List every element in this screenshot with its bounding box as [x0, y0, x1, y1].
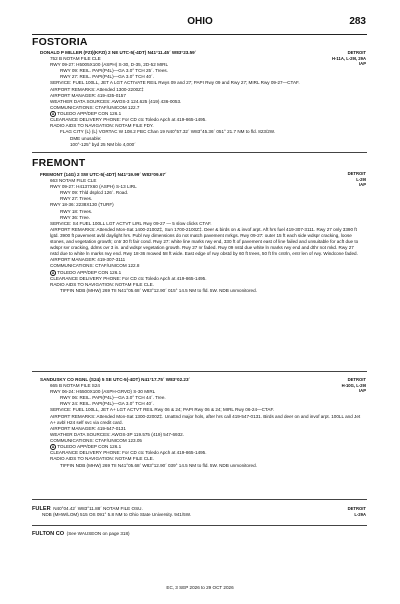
- runway-line: RWY 06-24: H5500X100 (ASPH-GRVD) S-30 MIRL: [50, 389, 156, 395]
- airport-manager-line: AIRPORT MANAGER: 419-307-3111: [50, 257, 126, 263]
- page-state-title: OHIO: [187, 16, 213, 27]
- airport-entry-donald-p-miller: [40, 50, 366, 148]
- service-line: SERVICE: S4 FUEL 100LL LGT ACTVT LIRL Rwy 09-27 — 5 slow clicks CTAF.: [50, 220, 212, 226]
- cross-reference-note: (See WAUSEON on page 318): [66, 531, 130, 536]
- cross-reference-name: FULTON CO: [32, 531, 65, 537]
- airport-name-line: SANDUSKY CO RGNL (S24) 5 SE UTC-5(-4DT) N41°17.75´ W83°02.23´: [40, 377, 191, 382]
- fix-entry-fuler: [32, 506, 366, 518]
- chart-ref: IAP: [359, 388, 366, 394]
- effective-dates-footer: EC, 3 SEP 2026 to 29 OCT 2026: [166, 585, 234, 590]
- runway-end-line: RWY 24: REIL. PAPI(P4L)—GA 3.0° TCH 40´.: [60, 401, 154, 407]
- service-line: SERVICE: FUEL 100LL, JET A LGT ACTIVATE REIL Rwys 09 and 27; PAPI Rwy 09 and Rwy 27; MIRL Rwy 09-27—CTAF.: [50, 80, 300, 86]
- elevation-line: 665 B NOTAM FILE S24: [50, 383, 100, 389]
- cross-reference-fulton-co: [32, 531, 366, 537]
- clearance-line: CLEARANCE DELIVERY PHONE: For CD ctc Toledo Apch at 419-865-1495.: [50, 117, 207, 123]
- runway-end-line: RWY 09: REIL. PAPI(P4L)—GA 3.0° TCH 25´. Trees.: [60, 68, 168, 74]
- navaid-header-line: RADIO AIDS TO NAVIGATION: NOTAM FILE FDY.: [50, 123, 154, 129]
- airport-manager-line: AIRPORT MANAGER: 419-547-0131: [50, 425, 126, 431]
- fulton-line: [32, 531, 366, 537]
- airport-remarks-paragraph: AIRPORT REMARKS: Attended Mon-Sat 1300-2200Z‡. Unattnd major hols, after hrs call 419-547-0131. Birds and deer on and invof arpt. 100LL and Jet A+ avbl H24 self svc via credit card.: [50, 413, 361, 425]
- chart-ref: DETROIT: [347, 377, 366, 382]
- runway-end-line: RWY 27: REIL. PAPI(P4L)—GA 3.0° TCH 40´.: [60, 74, 154, 80]
- navaid-header-line: RADIO AIDS TO NAVIGATION: NOTAM FILE CLE.: [50, 281, 154, 287]
- elevation-line: 663 NOTAM FILE CLE: [50, 178, 97, 184]
- chart-ref: DETROIT: [347, 506, 366, 511]
- arrival-departure-icon: A: [51, 445, 55, 450]
- section-rule: [32, 525, 367, 526]
- clearance-line: CLEARANCE DELIVERY PHONE: For CD ctc Toledo Apch at 419-865-1495.: [50, 275, 207, 281]
- header-rule: [32, 34, 367, 35]
- weather-line: WEATHER DATA SOURCES: AWOS-3 124.625 (419) 436-0053.: [50, 98, 182, 104]
- elevation-line: 752 B NOTAM FILE CLE: [50, 56, 101, 62]
- approach-text: TOLEDO APP/DEP CON 126.1: [57, 111, 122, 117]
- city-heading-fremont: FREMONT: [32, 157, 86, 169]
- airport-manager-line: AIRPORT MANAGER: 419-435-0157: [50, 92, 126, 98]
- navaid-line: FLAG CITY (L) (L) VORTAC W 108.2 FBC Chan 19 N40°57.32´ W83°45.36´ 051° 21.7 NM to fld. 823/2W.: [60, 129, 276, 135]
- airport-name-line: DONALD P MILLER (FZI)(KFZI) 2 NE UTC-5(-4DT) N41°11.45´ W83°23.59´: [40, 50, 197, 55]
- arrival-departure-icon: A: [51, 270, 55, 275]
- section-rule: [32, 371, 367, 372]
- runway-end-line: RWY 18: Trees.: [60, 208, 93, 214]
- chart-ref: IAP: [359, 61, 366, 67]
- approach-text: TOLEDO APP/DEP CON 126.1: [57, 269, 122, 275]
- chart-ref: DETROIT: [347, 50, 366, 55]
- chart-ref: DETROIT: [347, 171, 366, 176]
- chart-ref: H-10G, L-29I: [341, 382, 366, 388]
- service-line: SERVICE: FUEL 100LL, JET A+ LGT ACTVT REIL Rwy 06 & 24; PAPI Rwy 06 & 24; MIRL Rwy 06-24—CTAF.: [50, 407, 275, 413]
- section-rule: [32, 499, 367, 500]
- weather-line: WEATHER DATA SOURCES: AWOS-3P 119.575 (419) 547-6932.: [50, 431, 184, 437]
- communications-line: COMMUNICATIONS: CTAF/UNICOM 122.7: [50, 104, 140, 110]
- navaid-line: TIFFIN NDB (MHW) 269 TII N41°05.68´ W83°12.90´ 039° 14.5 NM to fld. 5W. NDB unmonitored.: [60, 462, 257, 468]
- communications-line: COMMUNICATIONS: CTAF/UNICOM 122.8: [50, 263, 140, 269]
- navaid-line: TIFFIN NDB (MHW) 269 TII N41°05.68´ W83°12.90´ 015° 14.5 NM to fld. 5W. NDB unmonitored.: [60, 288, 257, 293]
- airport-entry-fremont: [40, 172, 366, 294]
- runway-end-line: RWY 36: Tree.: [60, 214, 90, 220]
- runway-line: RWY 09-27: H5005X100 (ASPH) S-30, D-35, 2D-52 MIRL: [50, 62, 169, 68]
- chart-ref: IAP: [359, 182, 366, 188]
- navaid-note-line: 100°-125° byd 25 NM blo 4,000´: [70, 141, 136, 147]
- airport-name-line: FREMONT (14G) 2 SW UTC-5(-4DT) N41°19.99´ W83°09.67´: [40, 172, 167, 177]
- communications-line: COMMUNICATIONS: CTAF/UNICOM 123.05: [50, 437, 142, 443]
- approach-text: TOLEDO APP/DEP CON 126.1: [57, 444, 122, 450]
- airport-entry-sandusky: [40, 377, 366, 469]
- fix-position: N40°04.42´ W83°11.88´ NOTAM FILE OSU.: [53, 506, 143, 511]
- page-number: 283: [349, 16, 366, 27]
- runway-line: RWY 09-27: H4137X60 (ASPH) S-13 LIRL: [50, 184, 137, 190]
- navaid-header-line: RADIO AIDS TO NAVIGATION: NOTAM FILE CLE.: [50, 456, 154, 462]
- city-heading-fostoria: FOSTORIA: [32, 36, 88, 48]
- chart-ref: L-29A: [354, 511, 366, 517]
- airport-remarks-line: AIRPORT REMARKS: Attended 1300-2200Z‡: [50, 86, 144, 92]
- arrival-departure-icon: A: [51, 111, 55, 116]
- runway-end-line: RWY 27: Trees.: [60, 196, 93, 202]
- navaid-note-line: DME unusable:: [70, 135, 102, 141]
- airport-remarks-paragraph: AIRPORT REMARKS: Attended Mon-Sat 1400-2100Z‡, Sun 1700-2100Z‡. Deer & birds on & invof arpt. Aft hrs fuel 419-307-3111. Rwy 27 only 3390 ft lgtd. 3900 ft pavement avbl daylight hrs. Publ rwy dimensions do not match pavement mrkgs. Rwy 09-27: outer 15 ft each side wdspr cracking, loose stones, and vegetation growth; cntr 30 ft fair cond. Rwy 27: white line marks rwy end, 330 ft of pavement east of line failed and unsuitable for acft due to wdspr svr cracking, ddms ovr 3 in. and wdspr vegetation growth. Rwy 27 nr faded. Rwy 09 nstd due white ln marks rwy end and dthr not mkd. Rwy 27 nstd due to white ln marks rwy end. Rwy 18-36 mowed 58 ft wide. East edge of rwy obstd by 60 ft trees, 50 ft fm cntrln, entr len of rwy. Windcone faded.: [50, 226, 359, 257]
- runway-line: RWY 18-36: 2238X130 (TURF): [50, 202, 114, 208]
- clearance-line: CLEARANCE DELIVERY PHONE: For CD ctc Toledo Apch at 419-865-1495.: [50, 450, 207, 456]
- chart-ref: H-11A, L-29I, 29A: [332, 55, 366, 61]
- fix-name: FULER: [32, 506, 51, 512]
- section-rule: [32, 152, 367, 153]
- runway-end-line: RWY 09: Thld dsplcd 126´. Road.: [60, 190, 129, 196]
- runway-end-line: RWY 06: REIL. PAPI(P4L)—GA 3.0° TCH 44´. Tree.: [60, 395, 166, 401]
- ndb-line: NDB (MHW/LOM) 515 OS 091° 5.8 NM to Ohio State University. 941/5W.: [42, 512, 192, 518]
- chart-ref: L-29I: [356, 176, 366, 182]
